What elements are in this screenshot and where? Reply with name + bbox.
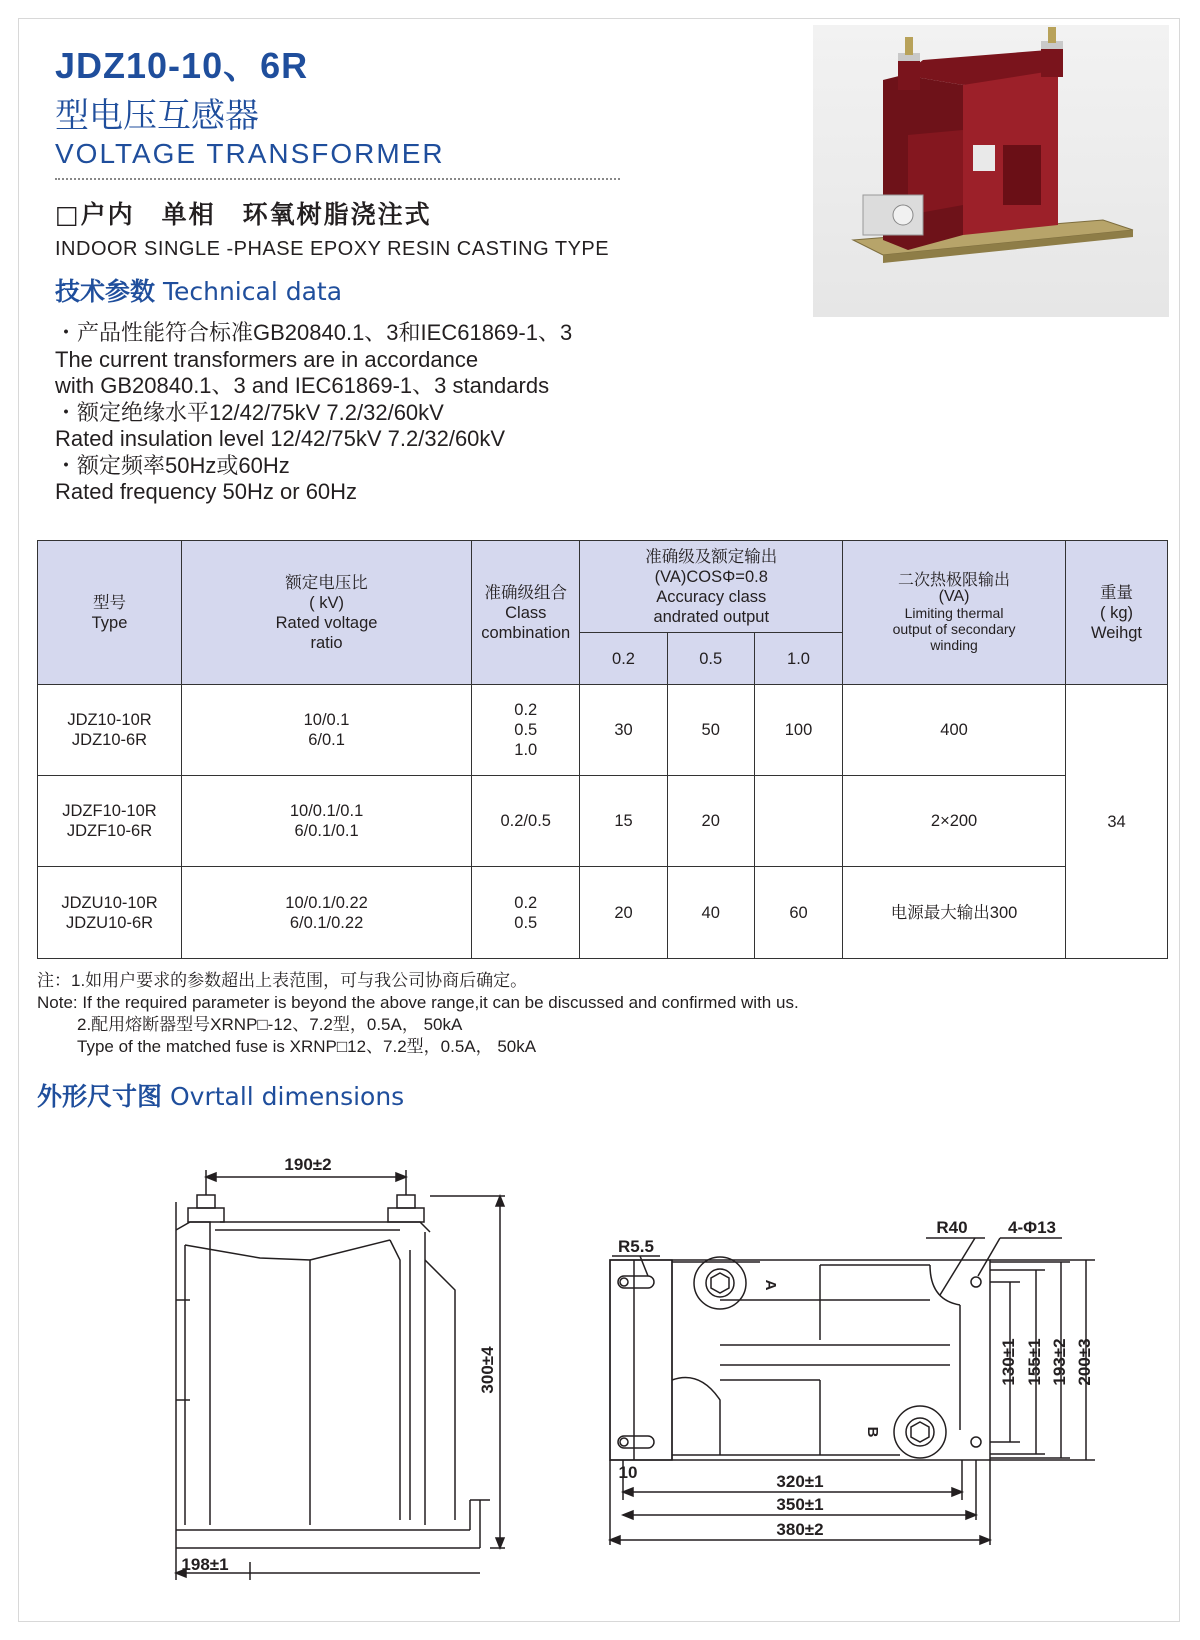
cell-weight: 34 [1065, 685, 1167, 959]
cell-output-05: 40 [667, 867, 754, 959]
dim-w1: 320±1 [776, 1472, 824, 1491]
spec-line: ・额定频率50Hz或60Hz [55, 452, 290, 478]
note-line: Type of the matched fuse is XRNP□12、7.2型，0.5A， 50kA [77, 1037, 537, 1056]
note-line: 2.配用熔断器型号XRNP□-12、7.2型，0.5A， 50kA [77, 1015, 463, 1034]
header-ratio: 额定电压比 ( kV) Rated voltage ratio [182, 541, 472, 685]
spec-line: ・产品性能符合标准GB20840.1、3和IEC61869-1、3 [55, 320, 573, 345]
cell-output-02: 30 [580, 685, 667, 776]
header-weight: 重量 ( kg) Weihgt [1065, 541, 1167, 685]
radius-large-label: R40 [936, 1218, 968, 1237]
spec-line: Rated insulation level 12/42/75kV 7.2/32/60kV [55, 426, 506, 451]
header-output-05: 0.5 [667, 633, 754, 685]
header-type: 型号 Type [38, 541, 182, 685]
cell-output-02: 15 [580, 776, 667, 867]
header-output-10: 1.0 [754, 633, 842, 685]
title-chinese: 型电压互感器 [55, 96, 259, 136]
dim-v1: 130±1 [999, 1338, 1018, 1386]
title-english: VOLTAGE TRANSFORMER [55, 138, 445, 169]
spec-line: ・额定绝缘水平12/42/75kV 7.2/32/60kV [55, 399, 444, 425]
side-view-drawing [176, 1155, 505, 1580]
cell-ratio: 10/0.1 6/0.1 [182, 685, 472, 776]
dimensions-heading-cn: 外形尺寸图 [37, 1082, 163, 1111]
header-output: 准确级及额定输出 (VA)COSΦ=0.8 Accuracy class andrated output [580, 541, 843, 633]
cell-class: 0.2 0.5 1.0 [472, 685, 580, 776]
header-thermal: 二次热极限输出 (VA) Limiting thermal output of secondary winding [843, 541, 1066, 685]
holes-label: 4-Φ13 [1008, 1218, 1056, 1237]
radius-small-label: R5.5 [618, 1237, 654, 1256]
model-title: JDZ10-10、6R [55, 45, 309, 86]
type-chinese: □户内 单相 环氧树脂浇注式 [55, 200, 432, 229]
dim-w3: 380±2 [776, 1520, 824, 1539]
note-line: 注：1.如用户要求的参数超出上表范围，可与我公司协商后确定。 [37, 971, 528, 990]
dim-offset: 10 [618, 1463, 638, 1482]
dim-v4: 200±3 [1075, 1338, 1094, 1386]
dim-v2: 155±1 [1025, 1338, 1044, 1386]
cell-thermal: 400 [843, 685, 1066, 776]
cell-thermal: 电源最大输出300 [843, 867, 1066, 959]
header-class: 准确级组合 Class combination [472, 541, 580, 685]
cell-class: 0.2/0.5 [472, 776, 580, 867]
cell-output-05: 50 [667, 685, 754, 776]
spec-line: with GB20840.1、3 and IEC61869-1、3 standards [55, 373, 550, 398]
cell-output-02: 20 [580, 867, 667, 959]
cell-ratio: 10/0.1/0.22 6/0.1/0.22 [182, 867, 472, 959]
type-english: INDOOR SINGLE -PHASE EPOXY RESIN CASTING TYPE [55, 238, 610, 260]
header-output-02: 0.2 [580, 633, 667, 685]
cell-thermal: 2×200 [843, 776, 1066, 867]
cell-output-10: 100 [754, 685, 842, 776]
cell-type: JDZF10-10R JDZF10-6R [38, 776, 182, 867]
dim-side-base: 198±1 [181, 1555, 229, 1574]
cell-type: JDZU10-10R JDZU10-6R [38, 867, 182, 959]
dimensions-heading-en: Ovrtall dimensions [169, 1082, 405, 1111]
dim-side-top: 190±2 [284, 1155, 332, 1174]
dim-w2: 350±1 [776, 1495, 824, 1514]
cell-class: 0.2 0.5 [472, 867, 580, 959]
spec-line: The current transformers are in accordance [55, 346, 479, 372]
cell-ratio: 10/0.1/0.1 6/0.1/0.1 [182, 776, 472, 867]
cell-type: JDZ10-10R JDZ10-6R [38, 685, 182, 776]
plan-view-drawing [610, 1218, 1095, 1545]
cell-output-10: 60 [754, 867, 842, 959]
cell-output-05: 20 [667, 776, 754, 867]
technical-heading-en: Technical data [162, 277, 343, 306]
terminal-b-label: B [864, 1426, 881, 1438]
spec-line: Rated frequency 50Hz or 60Hz [55, 479, 358, 504]
note-line: Note: If the required parameter is beyond the above range,it can be discussed and confirmed with us. [37, 993, 799, 1012]
technical-heading-cn: 技术参数 [55, 277, 156, 306]
terminal-a-label: A [762, 1279, 779, 1291]
dim-side-height: 300±4 [478, 1346, 497, 1394]
dim-v3: 193±2 [1050, 1338, 1069, 1386]
